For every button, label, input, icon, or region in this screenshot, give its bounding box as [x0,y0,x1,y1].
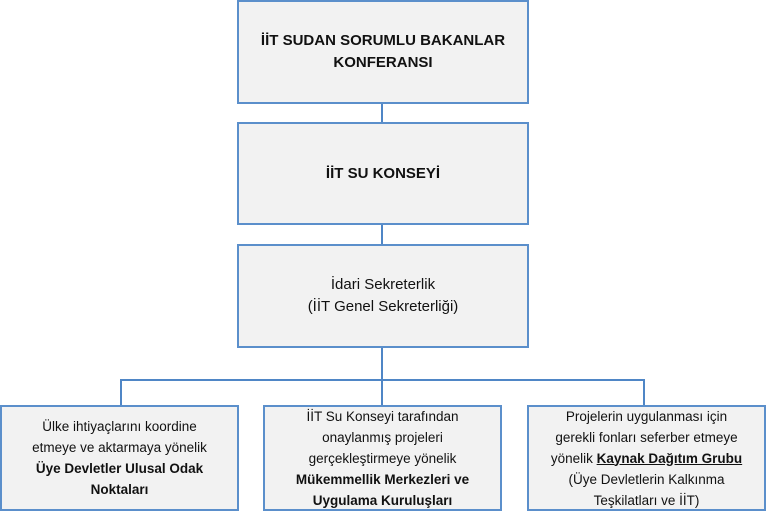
resources-box [527,405,766,511]
secretariat-line1: İdari Sekreterlik [330,276,436,293]
resources-line2: gerekli fonları seferber etmeye [555,429,738,445]
resources-line5: Teşkilatları ve İİT) [593,492,700,508]
conference-line2: KONFERANSI [333,54,433,71]
resources-line3-prefix: yönelik [550,450,597,466]
centers-line3: gerçekleştirmeye yönelik [308,450,457,466]
resources-line4: (Üye Devletlerin Kalkınma [568,471,725,487]
secretariat-box [237,244,529,348]
conference-box [237,0,529,104]
council-label: İİT SU KONSEYİ [325,164,441,182]
focal-points-bold1: Üye Devletler Ulusal Odak [35,461,204,476]
council-box [237,122,529,225]
resources-line3 [551,448,742,469]
connector-conference-council [381,104,383,122]
resources-line1: Projelerin uygulanması için [565,408,728,424]
connector-council-secretariat [381,225,383,244]
centers-box [263,405,502,511]
connector-bus-centers [381,379,383,405]
focal-points-box [0,405,239,511]
conference-line1: İİT SUDAN SORUMLU BAKANLAR [260,32,506,49]
connector-secretariat-bus [381,348,383,380]
focal-points-line1: Ülke ihtiyaçlarını koordine [42,419,197,434]
centers-bold2: Uygulama Kuruluşları [312,492,453,508]
secretariat-line2: (İİT Genel Sekreterliği) [307,298,459,315]
centers-line1: İİT Su Konseyi tarafından [306,408,459,424]
resources-group-name: Kaynak Dağıtım Grubu [596,450,743,466]
centers-line2: onaylanmış projeleri [322,429,443,445]
connector-bus-focal-points [120,379,122,405]
connector-bus-resources [643,379,645,405]
focal-points-bold2: Noktaları [90,482,149,497]
focal-points-line2: etmeye ve aktarmaya yönelik [32,440,207,455]
centers-bold1: Mükemmellik Merkezleri ve [295,471,470,487]
